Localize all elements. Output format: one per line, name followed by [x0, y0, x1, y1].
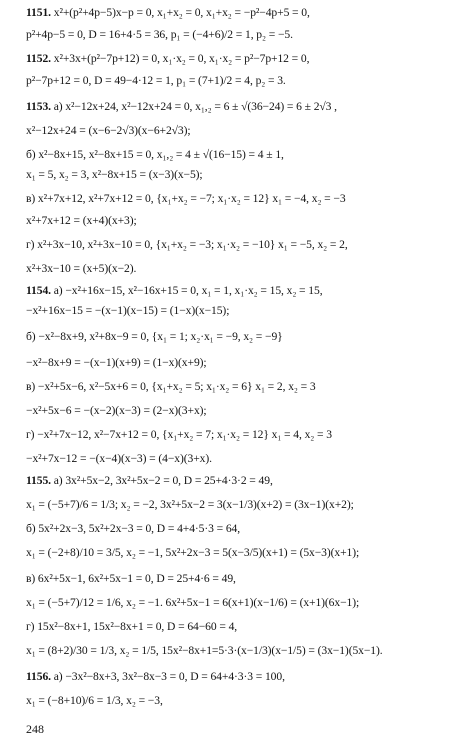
solution-line-30: x₁ = (−8+10)/6 = 1/3, x₂ = −3,: [26, 694, 163, 707]
page-number: 248: [26, 722, 44, 736]
solution-line-25: в) 6x²+5x−1, 6x²+5x−1 = 0, D = 25+4·6 = 49,: [26, 572, 236, 585]
solution-line-20: −x²+7x−12 = −(x−4)(x−3) = (4−x)(3+x).: [26, 452, 212, 465]
solution-line-2: p²+4p−5 = 0, D = 16+4·5 = 36, p₁ = (−4+6)/2 = 1, p₂ = −5.: [26, 28, 293, 41]
solution-line-21: 1155. а) 3x²+5x−2, 3x²+5x−2 = 0, D = 25+4·3·2 = 49,: [26, 474, 273, 487]
solution-line-7: б) x²−8x+15, x²−8x+15 = 0, x₁,₂ = 4 ± √(16−15) = 4 ± 1,: [26, 148, 284, 161]
solution-line-12: x²+3x−10 = (x+5)(x−2).: [26, 262, 137, 275]
solution-line-1: 1151. x²+(p²+4p−5)x−p = 0, x₁+x₂ = 0, x₁+x₂ = −p²−4p+5 = 0,: [26, 6, 310, 19]
solution-line-16: −x²−8x+9 = −(x−1)(x+9) = (1−x)(x+9);: [26, 356, 207, 369]
solution-line-17: в) −x²+5x−6, x²−5x+6 = 0, {x₁+x₂ = 5; x₁·x₂ = 6} x₁ = 2, x₂ = 3: [26, 380, 316, 393]
solution-line-15: б) −x²−8x+9, x²+8x−9 = 0, {x₁ = 1; x₂·x₁ = −9, x₂ = −9}: [26, 330, 283, 343]
solution-line-11: г) x²+3x−10, x²+3x−10 = 0, {x₁+x₂ = −3; x₁·x₂ = −10} x₁ = −5, x₂ = 2,: [26, 238, 348, 251]
problem-number: 1152.: [26, 52, 51, 65]
solution-line-3: 1152. x²+3x+(p²−7p+12) = 0, x₁·x₂ = 0, x₁·x₂ = p²−7p+12 = 0,: [26, 52, 310, 65]
solution-line-24: x₁ = (−2+8)/10 = 3/5, x₂ = −1, 5x²+2x−3 = 5(x−3/5)(x+1) = (5x−3)(x+1);: [26, 546, 360, 559]
solution-line-23: б) 5x²+2x−3, 5x²+2x−3 = 0, D = 4+4·5·3 = 64,: [26, 522, 241, 535]
solution-line-19: г) −x²+7x−12, x²−7x+12 = 0, {x₁+x₂ = 7; x₁·x₂ = 12} x₁ = 4, x₂ = 3: [26, 428, 332, 441]
solution-line-26: x₁ = (−5+7)/12 = 1/6, x₂ = −1. 6x²+5x−1 = 6(x+1)(x−1/6) = (x+1)(6x−1);: [26, 596, 360, 609]
solution-line-10: x²+7x+12 = (x+4)(x+3);: [26, 214, 137, 227]
solution-line-9: в) x²+7x+12, x²+7x+12 = 0, {x₁+x₂ = −7; x₁·x₂ = 12} x₁ = −4, x₂ = −3: [26, 192, 346, 205]
problem-number: 1155.: [26, 474, 51, 487]
solution-line-6: x²−12x+24 = (x−6−2√3)(x−6+2√3);: [26, 124, 191, 137]
problem-number: 1153.: [26, 100, 51, 113]
solution-line-22: x₁ = (−5+7)/6 = 1/3; x₂ = −2, 3x²+5x−2 = 3(x−1/3)(x+2) = (3x−1)(x+2);: [26, 498, 354, 511]
solution-line-8: x₁ = 5, x₂ = 3, x²−8x+15 = (x−3)(x−5);: [26, 168, 203, 181]
solution-line-18: −x²+5x−6 = −(x−2)(x−3) = (2−x)(3+x);: [26, 404, 207, 417]
solution-line-28: x₁ = (8+2)/30 = 1/3, x₂ = 1/5, 15x²−8x+1=5·3·(x−1/3)(x−1/5) = (3x−1)(5x−1).: [26, 644, 383, 657]
solution-line-29: 1156. а) −3x²−8x+3, 3x²−8x−3 = 0, D = 64+4·3·3 = 100,: [26, 670, 285, 683]
solution-line-13: 1154. а) −x²+16x−15, x²−16x+15 = 0, x₁ = 1, x₁·x₂ = 15, x₂ = 15,: [26, 284, 323, 297]
problem-number: 1156.: [26, 670, 51, 683]
problem-number: 1154.: [26, 284, 51, 297]
problem-number: 1151.: [26, 6, 51, 19]
solution-line-14: −x²+16x−15 = −(x−1)(x−15) = (1−x)(x−15);: [26, 304, 230, 317]
solution-line-27: г) 15x²−8x+1, 15x²−8x+1 = 0, D = 64−60 = 4,: [26, 620, 238, 633]
solution-line-5: 1153. а) x²−12x+24, x²−12x+24 = 0, x₁,₂ = 6 ± √(36−24) = 6 ± 2√3 ,: [26, 100, 337, 113]
solution-line-4: p²−7p+12 = 0, D = 49−4·12 = 1, p₁ = (7+1)/2 = 4, p₂ = 3.: [26, 74, 286, 87]
